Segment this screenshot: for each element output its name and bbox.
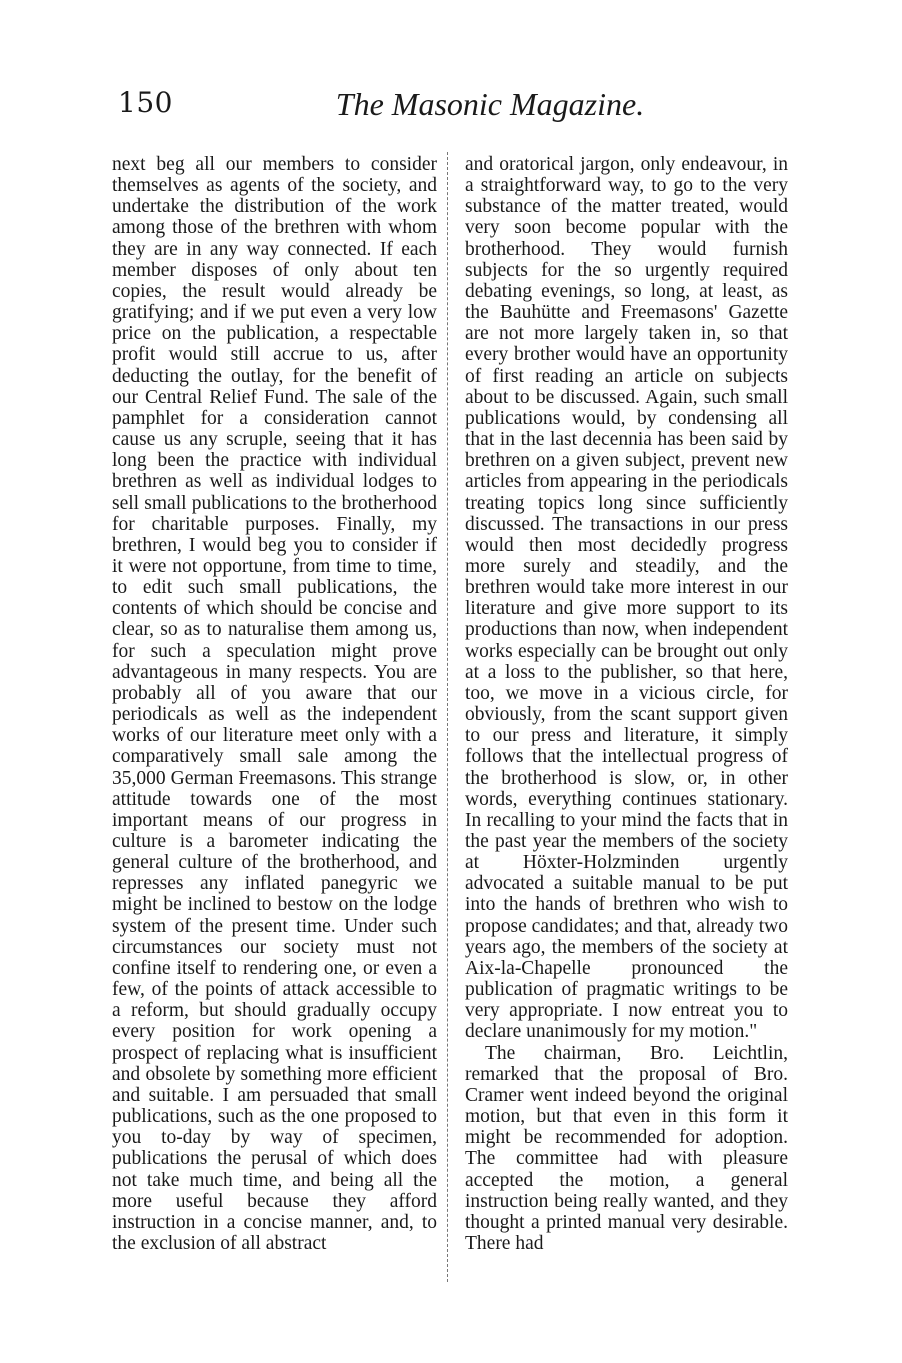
column-divider [447, 152, 448, 1282]
right-column [465, 154, 788, 1254]
left-column-text: next beg all our members to consider themselves as agents of the society, and undertake the distribution of the work among those of the brethren with whom they are in any way connected. If each member disposes of only about ten copies, the result would already be gratifying; and if we put even a very low price on the publication, a respectable profit would still accrue to us, after deducting the outlay, for the benefit of our Central Relief Fund. The sale of the pamphlet for a consideration cannot cause us any scruple, seeing that it has long been the practice with individual brethren as well as individual lodges to sell small publications to the brotherhood for charitable purposes. Finally, my brethren, I would beg you to consider if it were not opportune, from time to time, to edit such small publications, the contents of which should be concise and clear, so as to naturalise them among us, for such a speculation might prove advantageous in many respects. You are probably all of you aware that our periodicals as well as the independent works of our literature meet only with a comparatively small sale among the 35,000 German Freemasons. This strange attitude towards one of the most important means of our progress in culture is a barometer indicating the general culture of the brotherhood, and represses any inflated panegyric we might be inclined to bestow on the lodge system of the present time. Under such circumstances our society must not confine itself to rendering one, or even a few, of the points of attack accessible to a reform, but should gradually occupy every position for work opening a prospect of replacing what is insufficient and obsolete by something more efficient and suitable. I am persuaded that small publications, such as the one proposed to you to-day by way of specimen, publications the perusal of which does not take much time, and being all the more useful because they afford instruction in a concise manner, and, to the exclusion of all abstract [112, 154, 437, 1254]
right-column-paragraph-1: and oratorical jargon, only endeavour, in a straightforward way, to go to the very substance of the matter treated, would very soon become popular with the brotherhood. They would furnish subjects for the so urgently required debating evenings, so long, at least, as the Bauhütte and Freemasons' Gazette are not more largely taken in, so that every brother would have an opportunity of first reading an article on subjects about to be discussed. Again, such small publications would, by condensing all that in the last decennia has been said by brethren on a given subject, prevent new articles from appearing in the periodicals treating topics long since sufficiently discussed. The transactions in our press would then most decidedly progress more surely and steadily, and the brethren would take more interest in our literature and give more support to its productions than now, when independent works especially can be brought out only at a loss to the publisher, so that here, too, we move in a vicious circle, for obviously, from the scant support given to our press and literature, it simply follows that the intellectual progress of the brotherhood is slow, or, in other words, everything continues stationary. In recalling to your mind the facts that in the past year the members of the society at Höxter-Holzminden urgently advocated a suitable manual to be put into the hands of brethren who wish to propose candidates; and that, already two years ago, the members of the society at Aix-la-Chapelle pronounced the publication of pragmatic writings to be very appropriate. I now entreat you to declare unanimously for my motion." [465, 154, 788, 1043]
running-header [0, 86, 902, 126]
left-column [112, 154, 437, 1254]
magazine-title: The Masonic Magazine. [335, 86, 645, 122]
right-column-paragraph-2: The chairman, Bro. Leichtlin, remarked that the proposal of Bro. Cramer went indeed beyond the original motion, but that even in this form it might be recommended for adoption. The committee had with pleasure accepted the motion, a general instruction being really wanted, and they thought a printed manual very desirable. There had [465, 1042, 788, 1254]
page-number: 150 [118, 86, 173, 119]
